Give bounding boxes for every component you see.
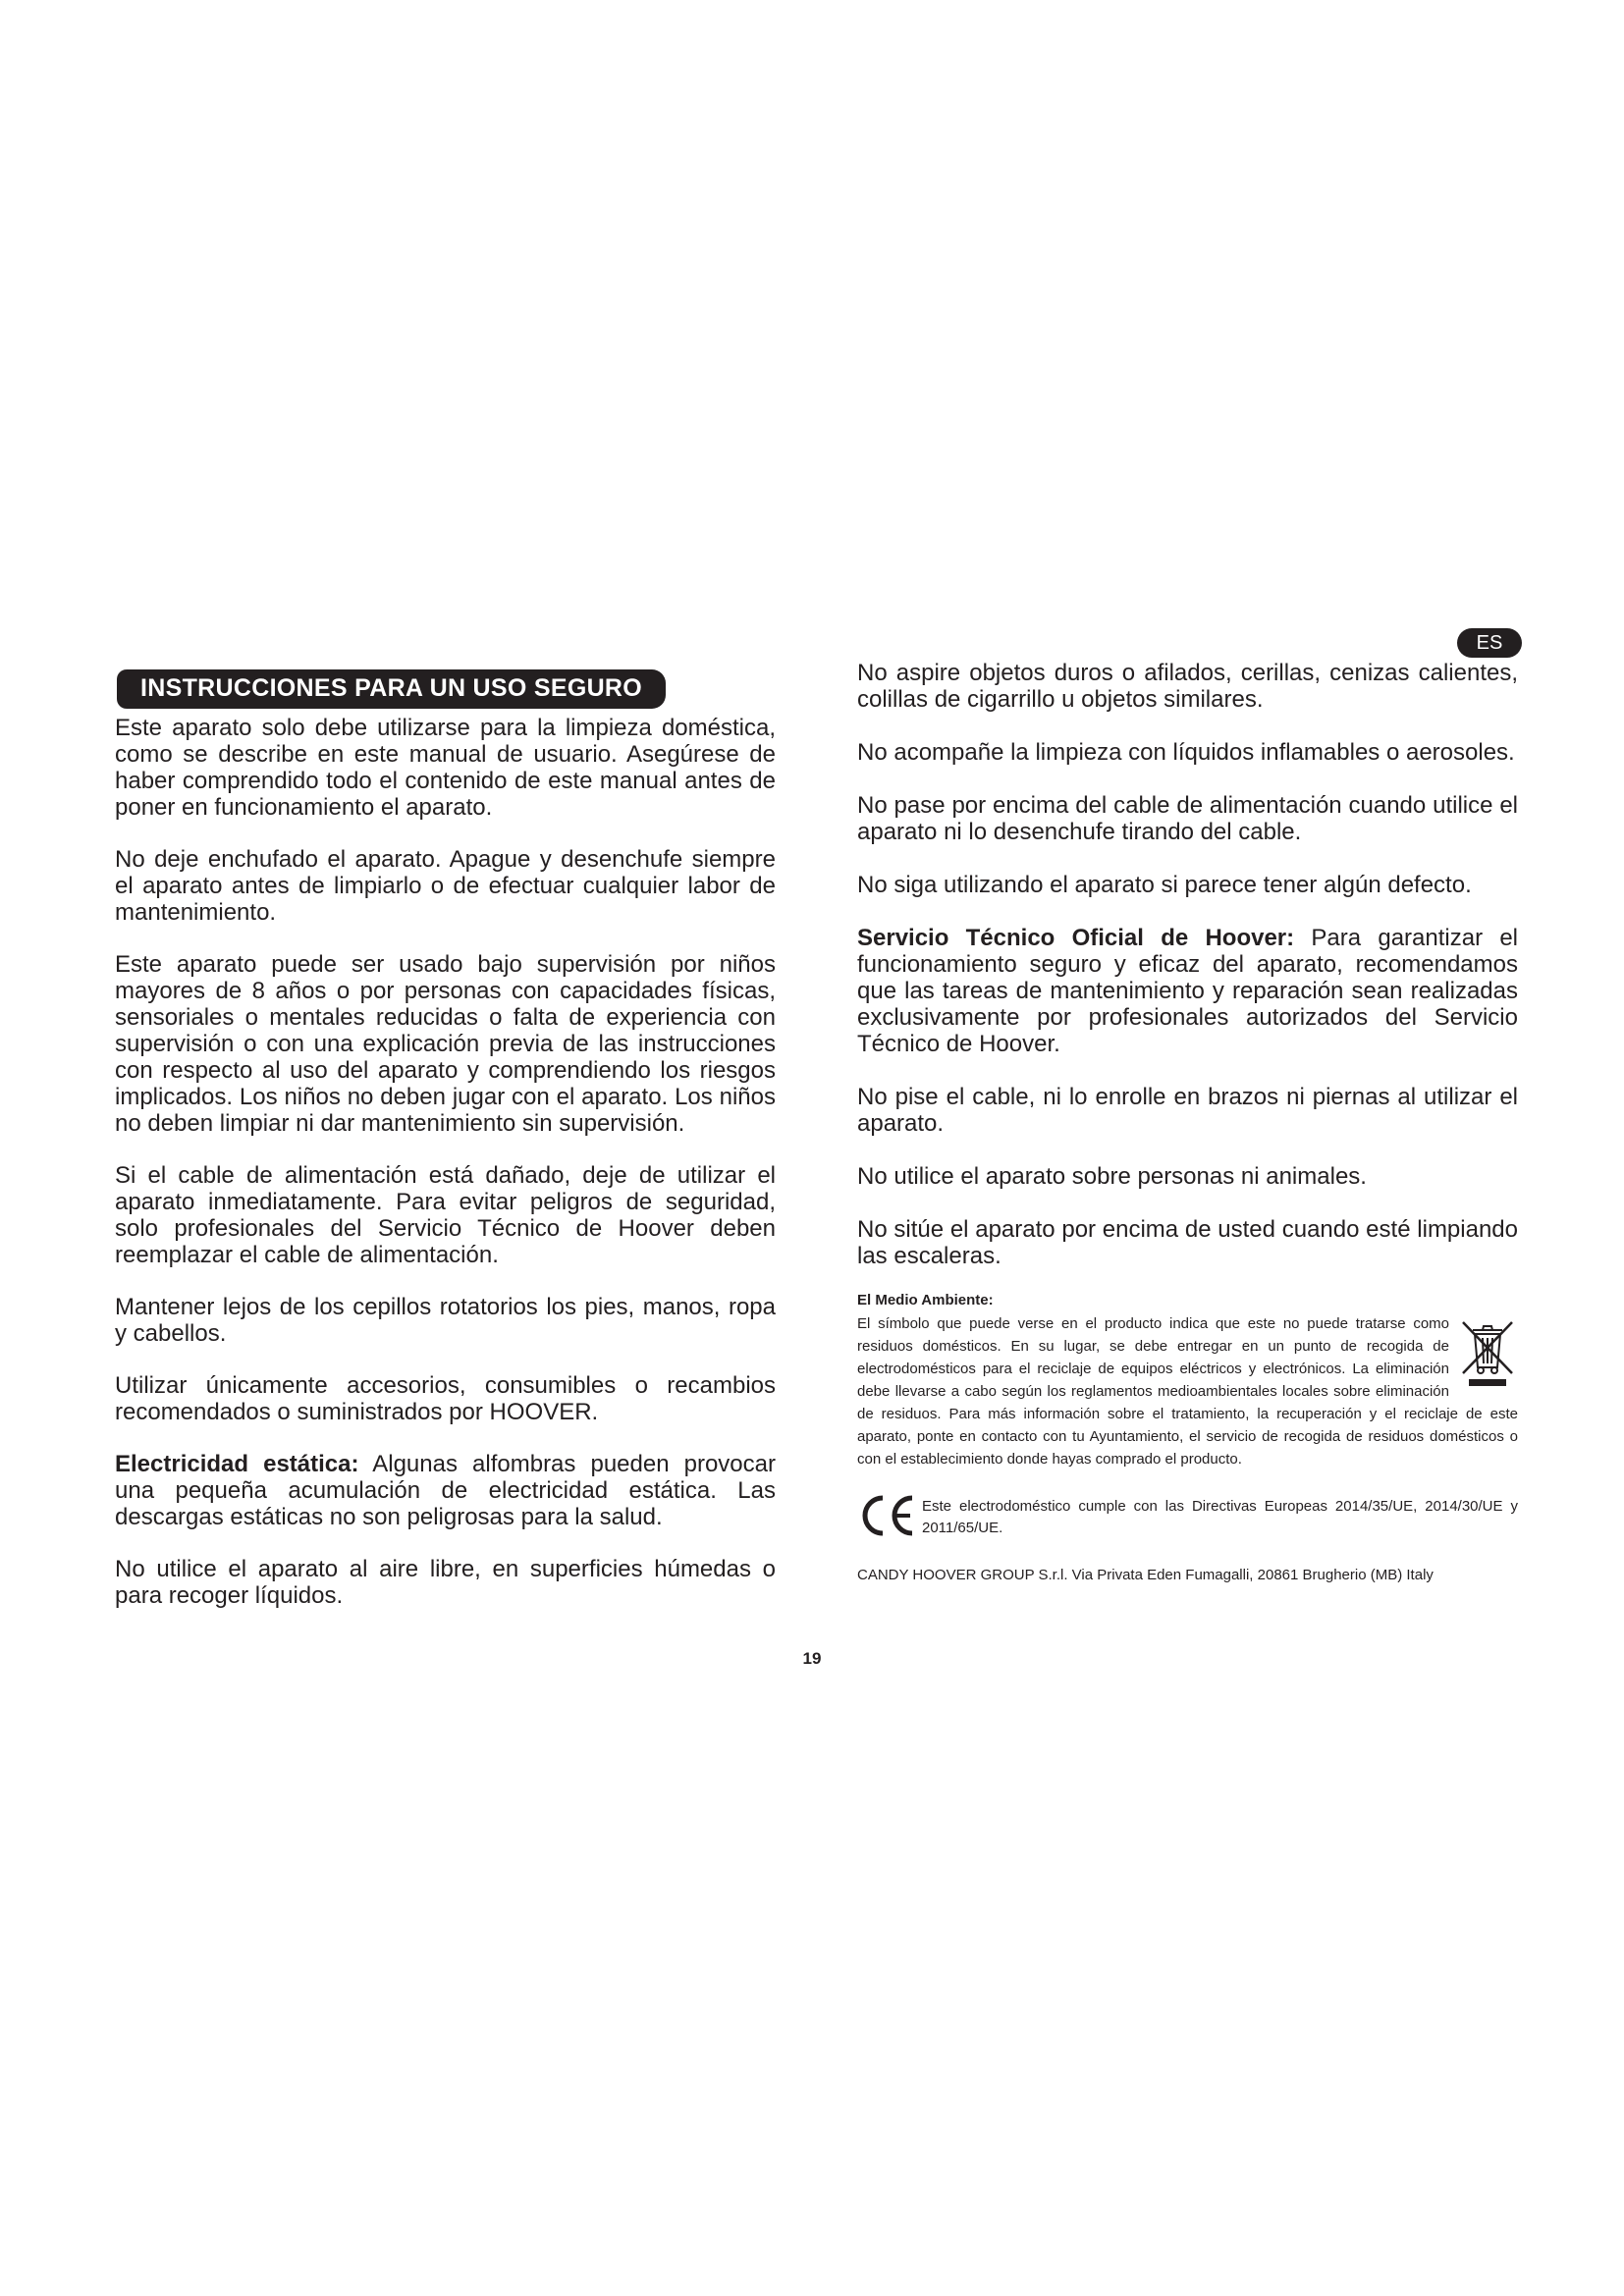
paragraph-people-animals: No utilice el aparato sobre personas ni animales. — [857, 1163, 1367, 1190]
section-header: INSTRUCCIONES PARA UN USO SEGURO — [117, 669, 666, 709]
paragraph-unplug: No deje enchufado el aparato. Apague y desenchufe siempre el aparato antes de limpiarlo o de efectuar cualquier labor de mantenimiento. — [115, 846, 776, 926]
static-electricity-title: Electricidad estática: — [115, 1451, 359, 1477]
ce-text: Este electrodoméstico cumple con las Directivas Europeas 2014/35/UE, 2014/30/UE y 2011/65/UE. — [922, 1498, 1518, 1536]
environment-text: El símbolo que puede verse en el producto indica que este no puede tratarse como residuos domésticos. En su lugar, se debe entregar en un punto de recogida de electrodomésticos para el reciclaje de equipos eléctricos y electrónicos. La eliminación debe llevarse a cabo según los reglamentos medioambientales locales sobre eliminación de residuos. Para más información sobre el tratamiento, la recuperación y el reciclaje de este aparato, ponte en contacto con tu Ayuntamiento, el servicio de recogida de residuos domésticos o con el establecimiento donde hayas comprado el producto. — [857, 1315, 1518, 1468]
service-title: Servicio Técnico Oficial de Hoover: — [857, 925, 1295, 951]
paragraph-step-cable: No pise el cable, ni lo enrolle en brazos ni piernas al utilizar el aparato. — [857, 1084, 1518, 1137]
paragraph-outdoors: No utilice el aparato al aire libre, en superficies húmedas o para recoger líquidos. — [115, 1556, 776, 1609]
ce-mark-icon — [857, 1494, 918, 1537]
crossed-out-wheelie-bin-icon — [1457, 1316, 1518, 1387]
paragraph-brushes: Mantener lejos de los cepillos rotatorios los pies, manos, ropa y cabellos. — [115, 1294, 776, 1347]
left-column — [115, 660, 776, 1634]
paragraph-static-electricity — [115, 1451, 776, 1530]
right-column — [857, 660, 1518, 1583]
static-electricity-text: Algunas alfombras pueden provocar una pequeña acumulación de electricidad estática. Las descargas estáticas no son peligrosas para la salud. — [115, 1451, 776, 1530]
paragraph-damaged-cable: Si el cable de alimentación está dañado, deje de utilizar el aparato inmediatamente. Para evitar peligros de seguridad, solo profesionales del Servicio Técnico de Hoover deben reemplazar el cable de alimentación. — [115, 1162, 776, 1268]
company-address: CANDY HOOVER GROUP S.r.l. Via Privata Eden Fumagalli, 20861 Brugherio (MB) Italy — [857, 1567, 1434, 1583]
ce-compliance — [857, 1494, 1518, 1539]
paragraph-service — [857, 925, 1518, 1057]
paragraph-children: Este aparato puede ser usado bajo supervisión por niños mayores de 8 años o por personas con capacidades físicas, sensoriales o mentales reducidas o falta de experiencia con supervisión o con una explicación previa de las instrucciones con respecto al uso del aparato y comprendiendo los riesgos implicados. Los niños no deben jugar con el aparato. Los niños no deben limpiar ni dar mantenimiento sin supervisión. — [115, 951, 776, 1137]
page-number: 19 — [802, 1649, 822, 1668]
service-text: Para garantizar el funcionamiento seguro y eficaz del aparato, recomendamos que las tareas de mantenimiento y reparación sean realizadas exclusivamente por profesionales autorizados del Servicio Técnico de Hoover. — [857, 925, 1518, 1057]
environment-title: El Medio Ambiente: — [857, 1292, 994, 1308]
paragraph-defect: No siga utilizando el aparato si parece tener algún defecto. — [857, 872, 1472, 898]
paragraph-domestic-use: Este aparato solo debe utilizarse para la limpieza doméstica, como se describe en este manual de usuario. Asegúrese de haber comprendido todo el contenido de este manual antes de poner en funcionamiento el aparato. — [115, 715, 776, 821]
paragraph-flammable: No acompañe la limpieza con líquidos inflamables o aerosoles. — [857, 739, 1515, 766]
paragraph-hard-objects: No aspire objetos duros o afilados, cerillas, cenizas calientes, colillas de cigarrillo u objetos similares. — [857, 660, 1518, 713]
environment-section — [857, 1292, 1518, 1470]
language-badge: ES — [1457, 628, 1522, 658]
paragraph-cable-over: No pase por encima del cable de alimentación cuando utilice el aparato ni lo desenchufe tirando del cable. — [857, 792, 1518, 845]
paragraph-stairs: No sitúe el aparato por encima de usted cuando esté limpiando las escaleras. — [857, 1216, 1518, 1269]
paragraph-accessories: Utilizar únicamente accesorios, consumibles o recambios recomendados o suministrados por HOOVER. — [115, 1372, 776, 1425]
